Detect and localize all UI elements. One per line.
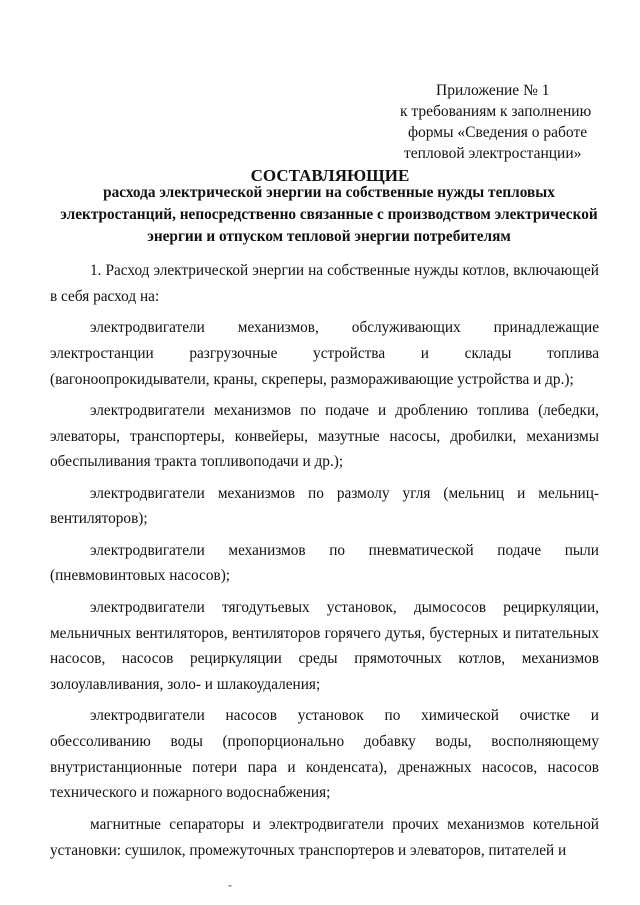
paragraph: электродвигатели механизмов по размолу угля (мельниц и мельниц-вентиляторов); [50, 484, 599, 528]
appendix-line-2: к требованиям к заполнению [400, 103, 592, 120]
appendix-line-4: тепловой электростанции» [404, 145, 582, 162]
paragraph: электродвигатели насосов установок по химической очистке и обессоливанию воды (пропорционально добавку воды, восполняющему внутристанционные потери пара и конденсата), дренажных насосов, насосов технического и пожарного водоснабжения; [50, 707, 599, 802]
appendix-line-3: формы «Сведения о работе [408, 124, 588, 141]
appendix-line-1: Приложение № 1 [436, 82, 550, 99]
scan-mark: ˘ [228, 882, 232, 896]
paragraph: 1. Расход электрической энергии на собственные нужды котлов, включающей в себя расход на: [50, 262, 599, 305]
appendix-header [400, 80, 620, 164]
document-subtitle: расхода электрической энергии на собственные нужды тепловых электростанций, непосредственно связанные с производством электрической энергии и отпуском тепловой энергии потребителям [60, 184, 598, 245]
paragraph: электродвигатели механизмов по пневматической подаче пыли (пневмовинтовых насосов); [50, 541, 599, 585]
document-body [50, 258, 599, 863]
paragraph: магнитные сепараторы и электродвигатели прочих механизмов котельной установки: сушилок, промежуточных транспортеров и элеваторов, питателей и [50, 815, 599, 859]
document-title: СОСТАВЛЯЮЩИЕ [250, 166, 410, 185]
paragraph: электродвигатели тягодутьевых установок, дымососов рециркуляции, мельничных вентиляторов, вентиляторов горячего дутья, бустерных и питательных насосов, насосов рециркуляции среды прямоточных котлов, механизмов золоулавливания, золо- и шлакоудаления; [50, 598, 599, 693]
paragraph: электродвигатели механизмов, обслуживающих принадлежащие электростанции разгрузочные устройства и склады топлива (вагоноопрокидыватели, краны, скреперы, размораживающие устройства и др.); [50, 319, 599, 388]
paragraph: электродвигатели механизмов по подаче и дроблению топлива (лебедки, элеваторы, транспортеры, конвейеры, мазутные насосы, дробилки, механизмы обеспыливания тракта топливоподачи и др.); [50, 401, 599, 471]
